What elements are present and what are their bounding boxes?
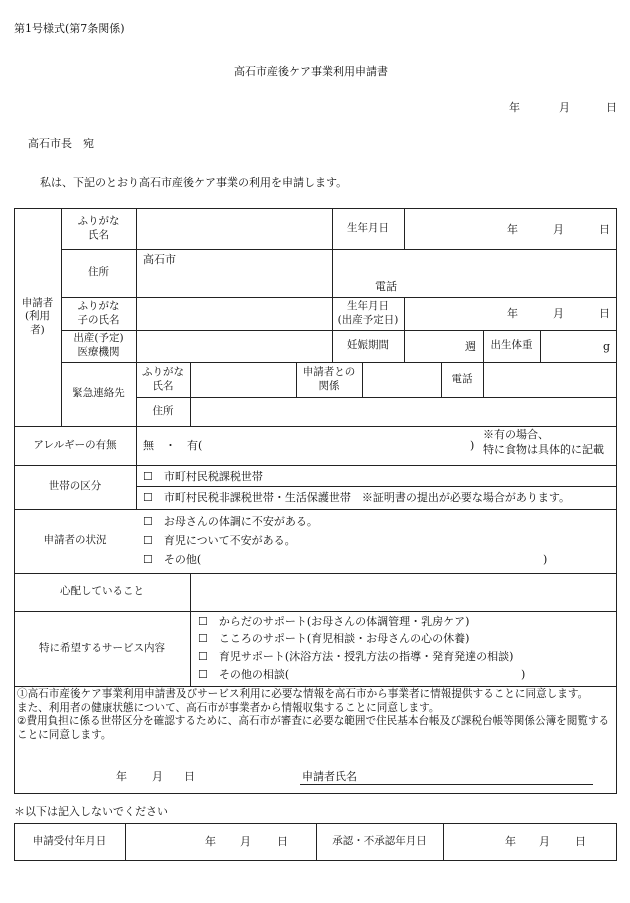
service-option-childcare[interactable]: ☐ 育児サポート(沐浴方法・授乳方法の指導・発育発達の相談) — [198, 650, 514, 663]
birthdate-label: 生年月日 — [347, 221, 389, 234]
allergy-note: ※有の場合、 特に食物は具体的に記載 — [483, 428, 604, 456]
child-name-label: ふりがな 子の氏名 — [77, 299, 120, 326]
services-label: 特に希望するサービス内容 — [39, 641, 165, 654]
child-birthdate-label: 生年月日 (出産予定日) — [337, 299, 399, 326]
emergency-phone-label: 電話 — [451, 372, 473, 385]
birth-day-unit: 日 — [599, 223, 610, 236]
child-birth-day-unit: 日 — [599, 307, 610, 320]
date-year-label: 年 — [509, 101, 520, 114]
consent-day-unit: 日 — [184, 770, 195, 783]
page-title: 高石市産後ケア事業利用申請書 — [234, 65, 388, 78]
received-year-unit: 年 — [205, 835, 216, 848]
child-birth-year-unit: 年 — [507, 307, 518, 320]
consent-year-unit: 年 — [116, 770, 127, 783]
status-label: 申請者の状況 — [43, 534, 107, 547]
concerns-label: 心配していること — [60, 585, 144, 598]
service-close-paren: ) — [521, 668, 526, 681]
emergency-contact-label: 緊急連絡先 — [72, 387, 125, 400]
birth-year-unit: 年 — [507, 223, 518, 236]
status-option-health[interactable]: ☐ お母さんの体調に不安がある。 — [143, 515, 318, 528]
received-date-label: 申請受付年月日 — [32, 835, 107, 848]
status-close-paren: ) — [543, 553, 548, 566]
addressee: 高石市長 宛 — [28, 137, 94, 150]
form-number: 第1号様式(第7条関係) — [14, 22, 125, 35]
grams-unit: g — [603, 340, 611, 353]
received-day-unit: 日 — [277, 835, 288, 848]
allergy-close-paren: ) — [470, 439, 475, 452]
signature-line[interactable] — [300, 784, 593, 785]
consent-month-unit: 月 — [152, 770, 163, 783]
approval-date-label: 承認・不承認年月日 — [332, 835, 427, 848]
status-option-parenting[interactable]: ☐ 育児について不安がある。 — [143, 534, 296, 547]
household-option-untaxed[interactable]: ☐ 市町村民税非課税世帯・生活保護世帯 ※証明書の提出が必要な場合があります。 — [143, 491, 570, 504]
signature-label: 申請者氏名 — [302, 770, 357, 783]
applicant-name-label: ふりがな 氏名 — [77, 214, 120, 241]
office-use-note: ＊以下は記入しないでください — [14, 805, 168, 818]
consent-text: ①高石市産後ケア事業利用申請書及びサービス利用に必要な情報を高石市から事業者に情報提供することに同意します。 また、利用者の健康状態について、高石市が事業者から情報収集することに同意します。 ②費用負担に係る世帯区分を確認するために、高石市が審査に必要な範囲で住民基本台帳及び課税台帳等関係公簿を閲覧することに同意します。 — [17, 688, 610, 741]
address-value: 高石市 — [143, 253, 176, 266]
service-option-body[interactable]: ☐ からだのサポート(お母さんの体調管理・乳房ケア) — [198, 615, 470, 628]
household-label: 世帯の区分 — [48, 480, 102, 493]
status-option-other[interactable]: ☐ その他( — [143, 553, 202, 566]
birth-month-unit: 月 — [553, 223, 564, 236]
phone-label: 電話 — [375, 280, 397, 293]
service-option-mind[interactable]: ☐ こころのサポート(育児相談・お母さんの心の休養) — [198, 632, 470, 645]
household-option-taxed[interactable]: ☐ 市町村民税課税世帯 — [143, 470, 263, 483]
received-month-unit: 月 — [240, 835, 251, 848]
allergy-options: 無 ・ 有( — [143, 439, 203, 452]
facility-label: 出産(予定) 医療機関 — [73, 332, 124, 358]
address-label: 住所 — [88, 266, 109, 279]
birth-weight-label: 出生体重 — [490, 339, 533, 352]
pregnancy-label: 妊娠期間 — [347, 339, 389, 352]
child-birth-month-unit: 月 — [553, 307, 564, 320]
approval-year-unit: 年 — [505, 835, 516, 848]
allergy-label: アレルギーの有無 — [33, 438, 117, 451]
weeks-unit: 週 — [465, 340, 476, 353]
intro-text: 私は、下記のとおり高石市産後ケア事業の利用を申請します。 — [40, 176, 348, 189]
service-option-other[interactable]: ☐ その他の相談( — [198, 668, 290, 681]
approval-month-unit: 月 — [539, 835, 550, 848]
date-month-label: 月 — [559, 101, 570, 114]
emergency-address-label: 住所 — [152, 404, 174, 417]
emergency-name-label: ふりがな 氏名 — [142, 365, 184, 392]
applicant-group-label: 申請者 (利用 者) — [21, 296, 54, 336]
approval-day-unit: 日 — [575, 835, 586, 848]
date-day-label: 日 — [606, 101, 617, 114]
relation-label: 申請者との 関係 — [302, 365, 356, 392]
